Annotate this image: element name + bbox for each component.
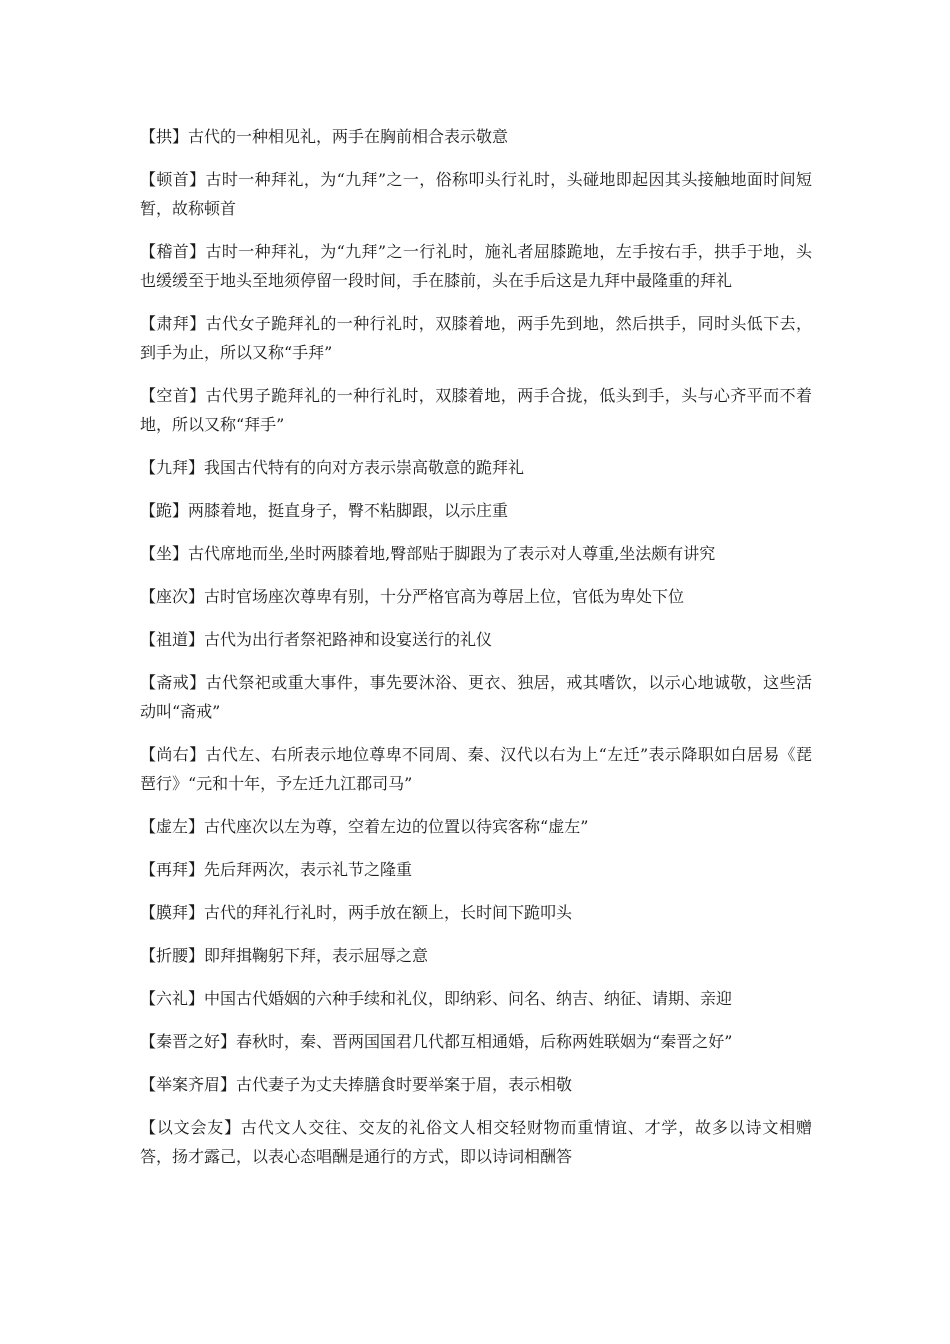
entry-zaibai (140, 855, 812, 884)
entry-gui (140, 496, 812, 525)
entry-mobai (140, 898, 812, 927)
entry-dunshou (140, 165, 812, 223)
entry-text: 先后拜两次，表示礼节之隆重 (204, 860, 413, 879)
entry-zuo (140, 539, 812, 568)
entry-term: 【虚左】 (140, 817, 205, 836)
entry-text: 古代的一种相见礼，两手在胸前相合表示敬意 (188, 127, 509, 146)
entry-zuoci (140, 582, 812, 611)
entry-gong (140, 122, 812, 151)
entry-term: 【秦晋之好】 (140, 1032, 237, 1051)
entry-term: 【祖道】 (140, 630, 205, 649)
entry-term: 【以文会友】 (140, 1118, 241, 1137)
entry-text: 古代男子跪拜礼的一种行礼时，双膝着地，两手合拢，低头到手，头与心齐平而不着地，所以又称“拜手” (140, 386, 812, 434)
entry-text: 古时一种拜礼，为“九拜”之一，俗称叩头行礼时，头碰地即起因其头接触地面时间短暂，故称顿首 (140, 170, 812, 218)
entry-yiwenhuiyou (140, 1113, 812, 1171)
document-page (140, 122, 812, 1185)
entry-jiubai (140, 453, 812, 482)
entry-text: 中国古代婚姻的六种手续和礼仪，即纳彩、问名、纳吉、纳征、请期、亲迎 (204, 989, 733, 1008)
entry-term: 【膜拜】 (140, 903, 205, 922)
entry-qishou (140, 237, 812, 295)
entry-text: 古代妻子为丈夫捧膳食时要举案于眉，表示相敬 (236, 1075, 573, 1094)
entry-term: 【再拜】 (140, 860, 205, 879)
entry-shangyou (140, 740, 812, 798)
entry-term: 【稽首】 (140, 242, 206, 261)
entry-text: 我国古代特有的向对方表示崇高敬意的跪拜礼 (204, 458, 525, 477)
entry-xuzuo (140, 812, 812, 841)
entry-zudao (140, 625, 812, 654)
entry-text: 春秋时，秦、晋两国国君几代都互相通婚，后称两姓联姻为“秦晋之好” (236, 1032, 733, 1051)
entry-text: 古时一种拜礼，为“九拜”之一行礼时，施礼者屈膝跪地，左手按右手，拱手于地，头也缓缓至于地头至地须停留一段时间，手在膝前，头在手后这是九拜中最隆重的拜礼 (140, 242, 812, 290)
entry-qinjinzhihao (140, 1027, 812, 1056)
entry-term: 【空首】 (140, 386, 206, 405)
entry-term: 【跪】 (140, 501, 189, 520)
entry-text: 古代祭祀或重大事件，事先要沐浴、更衣、独居，戒其嗜饮，以示心地诚敬，这些活动叫“斋戒” (140, 673, 812, 721)
entry-juanqimei (140, 1070, 812, 1099)
entry-term: 【六礼】 (140, 989, 205, 1008)
entry-text: 古代的拜礼行礼时，两手放在额上，长时间下跪叩头 (204, 903, 573, 922)
entry-term: 【斋戒】 (140, 673, 206, 692)
entry-zheyao (140, 941, 812, 970)
entry-subai (140, 309, 812, 367)
entry-liuli (140, 984, 812, 1013)
entry-term: 【尚右】 (140, 745, 206, 764)
entry-term: 【顿首】 (140, 170, 206, 189)
entry-text: 古代文人交往、交友的礼俗文人相交轻财物而重情谊、才学，故多以诗文相赠答，扬才露己，以表心态唱酬是通行的方式，即以诗词相酬答 (140, 1118, 812, 1166)
entry-text: 古代席地而坐,坐时两膝着地,臀部贴于脚跟为了表示对人尊重,坐法颇有讲究 (188, 544, 716, 563)
entry-term: 【拱】 (140, 127, 189, 146)
entry-term: 【举案齐眉】 (140, 1075, 237, 1094)
entry-term: 【座次】 (140, 587, 205, 606)
entry-text: 古代左、右所表示地位尊卑不同周、秦、汉代以右为上“左迁”表示降职如白居易《琵琶行》“元和十年，予左迁九江郡司马” (140, 745, 812, 793)
entry-term: 【折腰】 (140, 946, 205, 965)
entry-zhaijie (140, 668, 812, 726)
entry-term: 【坐】 (140, 544, 189, 563)
entry-term: 【肃拜】 (140, 314, 206, 333)
entry-text: 古代女子跪拜礼的一种行礼时，双膝着地，两手先到地，然后拱手，同时头低下去，到手为止，所以又称“手拜” (140, 314, 812, 362)
entry-text: 即拜揖鞠躬下拜，表示屈辱之意 (204, 946, 429, 965)
entry-text: 古代座次以左为尊，空着左边的位置以待宾客称“虚左” (204, 817, 589, 836)
entry-text: 古代为出行者祭祀路神和设宴送行的礼仪 (204, 630, 493, 649)
entry-term: 【九拜】 (140, 458, 205, 477)
entry-kongshou (140, 381, 812, 439)
entry-text: 两膝着地，挺直身子，臀不粘脚跟，以示庄重 (188, 501, 509, 520)
entry-text: 古时官场座次尊卑有别，十分严格官高为尊居上位，官低为卑处下位 (204, 587, 685, 606)
